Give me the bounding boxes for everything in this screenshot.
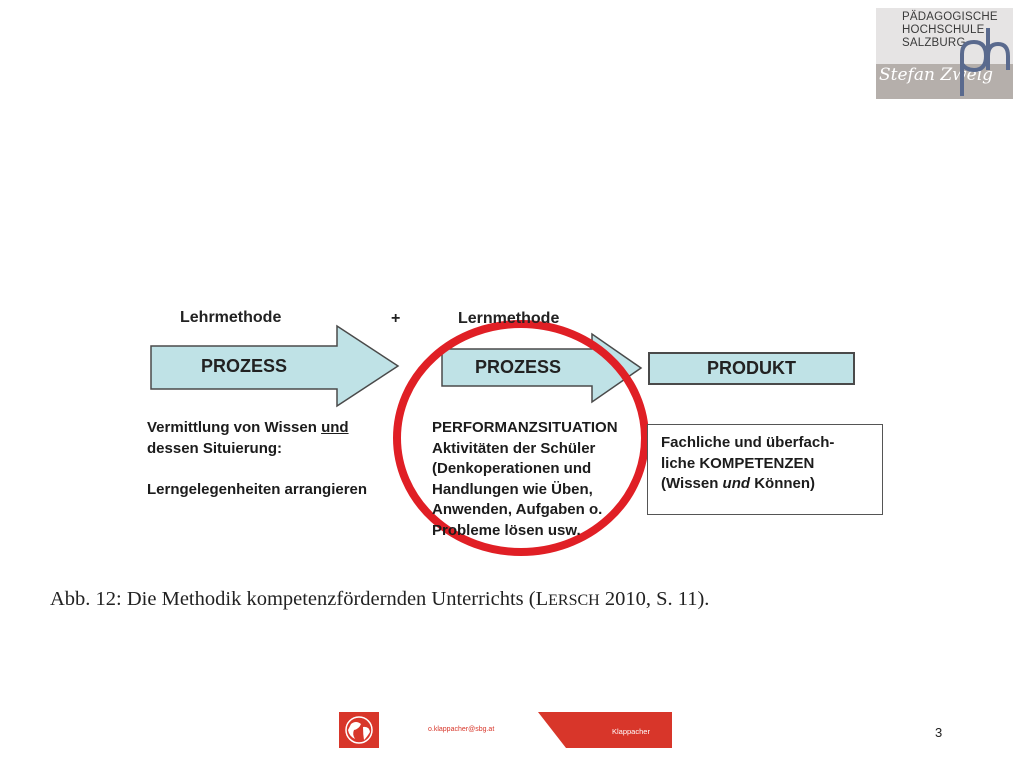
left-text-block: [147, 418, 367, 501]
globe-icon: [339, 712, 379, 748]
left-line-1-underlined: und: [321, 419, 349, 436]
produkt-box: [648, 352, 855, 385]
logo-line-2: HOCHSCHULE: [902, 24, 985, 36]
caption-post: 2010, S. 11).: [599, 588, 710, 610]
right-line-2: liche KOMPETENZEN: [661, 454, 815, 472]
middle-line-3: (Denkoperationen und: [432, 460, 592, 477]
logo-signature: Stefan Zweig: [879, 65, 994, 85]
page-number: 3: [935, 725, 943, 740]
right-line-3-pre: (Wissen: [661, 475, 723, 492]
footer-email: o.klappacher@sbg.at: [428, 726, 495, 733]
left-spacer: [147, 459, 367, 480]
logo-line-1: PÄDAGOGISCHE: [902, 11, 998, 23]
caption-smallcaps: ERSCH: [548, 592, 600, 609]
arrow-2-label: PROZESS: [474, 357, 562, 377]
left-line-2: dessen Situierung:: [147, 439, 283, 457]
middle-line-2: Aktivitäten der Schüler: [432, 439, 596, 457]
plus-sign: +: [391, 310, 401, 327]
middle-line-1: PERFORMANZSITUATION: [432, 419, 618, 436]
figure-caption: [50, 588, 709, 611]
produkt-label: PRODUKT: [707, 358, 796, 378]
arrow-1-label: PROZESS: [200, 356, 288, 376]
right-line-3: [661, 474, 834, 495]
left-line-3: Lerngelegenheiten arrangieren: [147, 481, 368, 498]
competence-box: [647, 424, 883, 515]
right-line-3-emphasis: und: [722, 475, 751, 492]
right-line-3-post: Können): [750, 475, 816, 492]
middle-line-6: Probleme lösen usw.: [432, 521, 581, 539]
middle-line-4: Handlungen wie Üben,: [432, 480, 593, 498]
left-line-1-text: Vermittlung von Wissen: [147, 419, 322, 436]
lehrmethode-heading: Lehrmethode: [180, 309, 282, 326]
globe-icon-graphic: [339, 712, 379, 748]
right-line-1: Fachliche und überfach-: [661, 434, 835, 451]
caption-pre: Abb. 12: Die Methodik kompetenzfördernden Unterrichts (L: [50, 588, 549, 610]
logo-line-3: SALZBURG: [902, 37, 966, 49]
footer-name-band: [538, 712, 672, 748]
left-line-1: [147, 418, 367, 439]
middle-text-block: [432, 418, 618, 541]
footer-name: Klappacher: [612, 727, 650, 736]
right-text-block: [661, 433, 834, 495]
lernmethode-heading: Lernmethode: [458, 310, 560, 327]
middle-line-5: Anwenden, Aufgaben o.: [432, 501, 603, 518]
